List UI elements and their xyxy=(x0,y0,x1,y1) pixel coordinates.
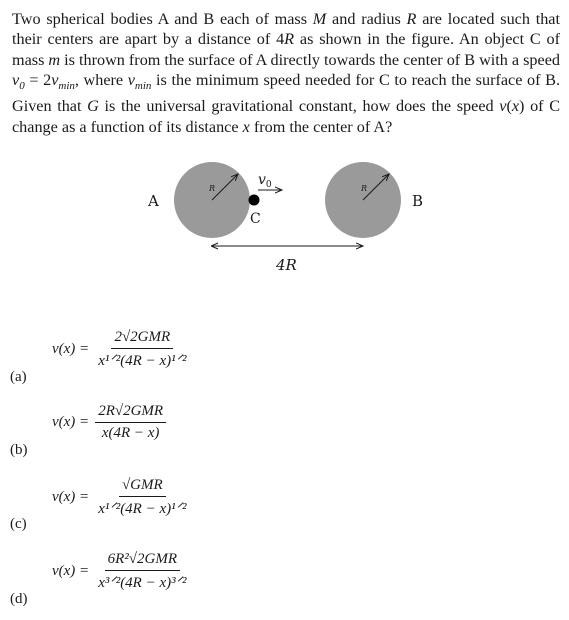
question-segment: v xyxy=(12,70,20,89)
option-b-label[interactable]: (b) xyxy=(10,442,28,458)
question-segment: x xyxy=(511,97,520,116)
velocity-label: $v_0$ xyxy=(258,172,272,190)
option-b-denominator: x(4R − x) xyxy=(101,425,160,441)
question-segment: Two spherical bodies A and B each of mass xyxy=(12,10,313,28)
option-a-lhs: v(x) = xyxy=(52,341,90,357)
radius-label-b: R xyxy=(361,184,368,193)
option-b-numerator: 2R√2GMR xyxy=(95,403,166,423)
label-b: B xyxy=(412,192,424,210)
question-segment: ) of C change as a function of its distance xyxy=(12,97,561,136)
question-segment: is thrown from the surface of A directly towards the center of B with a speed xyxy=(60,50,560,69)
option-c-label[interactable]: (c) xyxy=(10,516,27,532)
question-segment: v xyxy=(499,97,507,116)
option-a-denominator: x¹ᐟ²(4R − x)¹ᐟ² xyxy=(98,353,187,369)
radius-label-a: R xyxy=(209,184,216,193)
option-d-lhs: v(x) = xyxy=(52,563,90,579)
velocity-label-sub: 0 xyxy=(265,180,272,190)
question-segment: is the minimum speed needed for C to reach the surface of B. Given that xyxy=(12,70,560,116)
label-c: C xyxy=(250,211,261,227)
question-segment: min xyxy=(134,80,152,93)
question-segment: = 2 xyxy=(24,70,52,89)
label-a: A xyxy=(148,192,159,210)
problem-figure xyxy=(0,160,569,285)
question-segment: is the universal gravitational constant, how does the speed xyxy=(98,97,500,116)
option-c-denominator: x¹ᐟ²(4R − x)¹ᐟ² xyxy=(98,501,187,517)
option-d-denominator: x³ᐟ²(4R − x)³ᐟ² xyxy=(98,575,187,591)
question-segment: as shown in the figure. An object C of mass xyxy=(12,30,560,69)
option-d-numerator: 6R²√2GMR xyxy=(105,551,180,571)
question-segment: G xyxy=(87,97,99,116)
question-segment: 0 xyxy=(19,80,25,93)
question-segment: M xyxy=(312,10,327,28)
option-b-formula xyxy=(52,403,166,442)
option-c-lhs: v(x) = xyxy=(52,489,90,505)
option-b-lhs: v(x) = xyxy=(52,414,90,430)
option-a-numerator: 2√2GMR xyxy=(111,329,173,349)
question-text xyxy=(12,9,560,137)
question-segment: R xyxy=(406,10,417,28)
distance-label: 4R xyxy=(276,256,297,274)
question-segment: R xyxy=(284,30,295,49)
question-segment: , where xyxy=(74,70,128,89)
question-segment: m xyxy=(48,50,61,69)
question-segment: and radius xyxy=(326,10,407,28)
option-d-formula xyxy=(52,551,189,592)
option-d-label[interactable]: (d) xyxy=(10,591,28,607)
option-c-numerator: √GMR xyxy=(119,477,166,497)
question-segment: v xyxy=(127,70,135,89)
question-segment: x xyxy=(242,117,250,136)
question-segment: v xyxy=(51,70,59,89)
option-a-label[interactable]: (a) xyxy=(10,369,27,385)
question-segment: from the center of A? xyxy=(249,117,393,136)
particle-c xyxy=(249,195,260,206)
option-a-formula xyxy=(52,329,189,370)
question-segment: min xyxy=(58,80,75,93)
question-segment: are located such that their centers are apart by a distance of 4 xyxy=(12,10,560,49)
option-c-formula xyxy=(52,477,189,518)
question-segment: ( xyxy=(506,97,512,116)
